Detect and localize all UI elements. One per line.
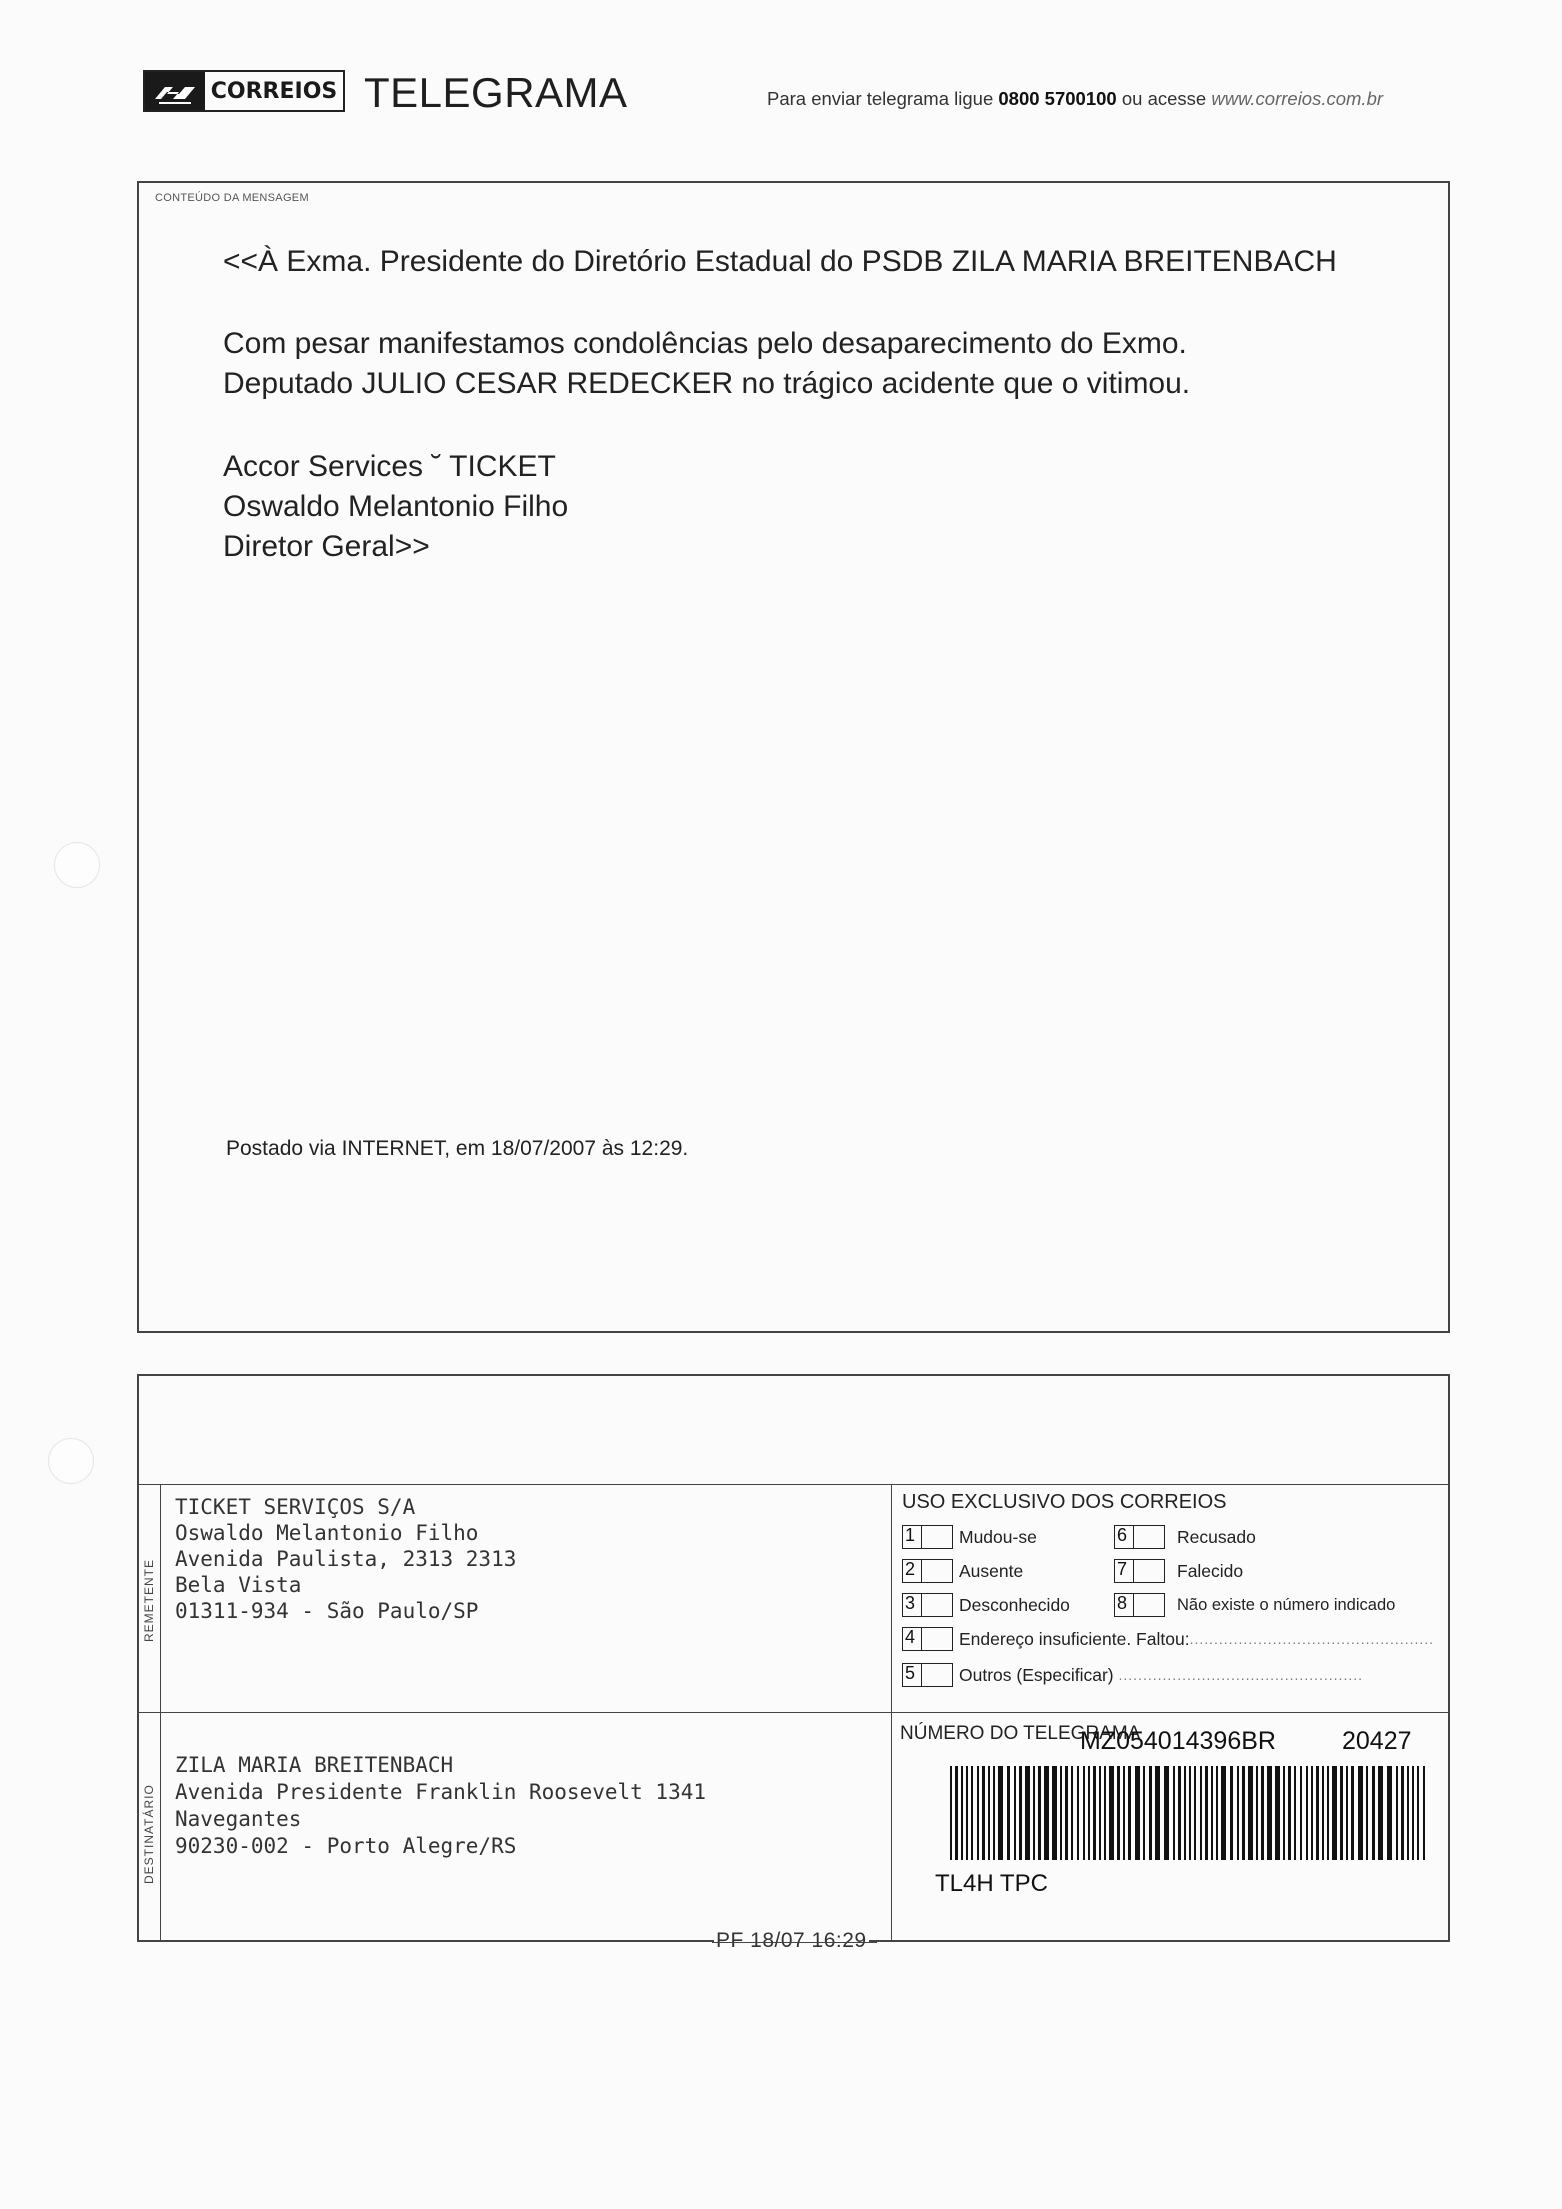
barcode-bar: [950, 1766, 952, 1860]
barcode-bar: [1267, 1766, 1272, 1860]
barcode-bar: [1088, 1766, 1090, 1860]
checkbox-falecido[interactable]: [1114, 1559, 1243, 1583]
barcode-bar: [1071, 1766, 1073, 1860]
barcode-bar: [1275, 1766, 1280, 1860]
barcode-bar: [1316, 1766, 1319, 1860]
barcode-bar: [1423, 1766, 1425, 1860]
barcode-bar: [1340, 1766, 1343, 1860]
sender-line: Oswaldo Melantonio Filho: [175, 1521, 479, 1545]
message-line: Deputado JULIO CESAR REDECKER no trágico acidente que o vitimou.: [223, 367, 1191, 400]
barcode-bar: [1387, 1766, 1392, 1860]
checkbox-endereco-insuficiente[interactable]: [902, 1627, 1434, 1651]
barcode-bar: [1083, 1766, 1085, 1860]
barcode-bar: [1242, 1766, 1245, 1860]
logo-wordmark: CORREIOS: [210, 78, 338, 104]
barcode-bar: [1038, 1766, 1041, 1860]
barcode-bar: [1366, 1766, 1368, 1860]
barcode-bar: [1014, 1766, 1016, 1860]
barcode-bar: [1194, 1766, 1196, 1860]
barcode-bar: [1007, 1766, 1010, 1860]
barcode-bar: [1221, 1766, 1226, 1860]
barcode-bar: [998, 1766, 1003, 1860]
divider: [891, 1484, 892, 1942]
checkbox-label: Ausente: [959, 1560, 1024, 1581]
barcode-bar: [1164, 1766, 1169, 1860]
recipient-label: DESTINATÁRIO: [142, 1784, 156, 1884]
checkbox-desconhecido[interactable]: [902, 1593, 1070, 1617]
barcode-bar: [1093, 1766, 1096, 1860]
checkbox-nao-existe-numero[interactable]: [1114, 1593, 1395, 1617]
barcode-bar: [1306, 1766, 1308, 1860]
telegram-number-code2: 20427: [1342, 1727, 1412, 1755]
barcode-bar: [1178, 1766, 1181, 1860]
checkbox-label: Mudou-se: [959, 1526, 1037, 1547]
barcode-bar: [1052, 1766, 1057, 1860]
barcode-bar: [1211, 1766, 1213, 1860]
barcode-bar: [1412, 1766, 1414, 1860]
checkbox-recusado[interactable]: [1114, 1525, 1256, 1549]
message-section-label: CONTEÚDO DA MENSAGEM: [155, 192, 309, 204]
divider: [137, 1712, 1450, 1713]
message-line: Oswaldo Melantonio Filho: [223, 490, 569, 523]
checkbox-mudou-se[interactable]: [902, 1525, 1037, 1549]
checkbox-ausente[interactable]: [902, 1559, 1023, 1583]
punch-hole: [48, 1438, 94, 1484]
barcode-bar: [1294, 1766, 1296, 1860]
posted-info: Postado via INTERNET, em 18/07/2007 às 12:29.: [226, 1137, 689, 1160]
recipient-line: Avenida Presidente Franklin Roosevelt 1341: [175, 1780, 707, 1804]
divider: [137, 1484, 1450, 1485]
barcode-bar: [1149, 1766, 1152, 1860]
document-title: TELEGRAMA: [364, 69, 628, 116]
checkbox-number: 6: [1117, 1525, 1128, 1545]
barcode-bar: [966, 1766, 968, 1860]
stamp-line: [712, 1942, 877, 1943]
barcode-bar: [1327, 1766, 1329, 1860]
barcode-bar: [1173, 1766, 1175, 1860]
checkbox-number: 4: [905, 1627, 916, 1647]
info-site: www.correios.com.br: [1211, 88, 1384, 109]
message-line: <<À Exma. Presidente do Diretório Estadual do PSDB ZILA MARIA BREITENBACH: [223, 245, 1337, 278]
barcode-bar: [1216, 1766, 1218, 1860]
barcode-bar: [982, 1766, 985, 1860]
info-prefix: Para enviar telegrama ligue: [767, 88, 999, 109]
barcode-bar: [1288, 1766, 1291, 1860]
checkbox-label: Falecido: [1177, 1560, 1244, 1581]
checkbox-label: Não existe o número indicado: [1177, 1595, 1396, 1614]
barcode-bar: [1205, 1766, 1208, 1860]
barcode-bar: [1200, 1766, 1202, 1860]
barcode-bar: [1248, 1766, 1253, 1860]
barcode-bar: [1346, 1766, 1348, 1860]
barcode-bar: [1025, 1766, 1030, 1860]
barcode-bar: [1401, 1766, 1404, 1860]
sender-line: Bela Vista: [175, 1573, 302, 1597]
barcode-bar: [1230, 1766, 1233, 1860]
barcode-bar: [1417, 1766, 1419, 1860]
sender-line: Avenida Paulista, 2313 2313: [175, 1547, 517, 1571]
checkbox-number: 8: [1117, 1593, 1128, 1613]
message-line: Accor Services ˘ TICKET: [223, 450, 556, 483]
barcode-bar: [1123, 1766, 1125, 1860]
correios-emblem-icon: [145, 72, 205, 110]
recipient-line: 90230-002 - Porto Alegre/RS: [175, 1834, 517, 1858]
checkbox-number: 5: [905, 1663, 916, 1683]
barcode-bar: [1378, 1766, 1383, 1860]
sender-label: REMETENTE: [142, 1558, 156, 1642]
barcode-bar: [1033, 1766, 1035, 1860]
punch-hole: [54, 842, 100, 888]
barcode-bar: [1322, 1766, 1324, 1860]
barcode-bar: [1065, 1766, 1068, 1860]
fill-dots: ..................................................: [1189, 1631, 1435, 1647]
barcode-bar: [961, 1766, 963, 1860]
checkbox-number: 7: [1117, 1559, 1128, 1579]
barcode-bar: [1104, 1766, 1106, 1860]
checkbox-label: Recusado: [1177, 1526, 1256, 1547]
barcode-bar: [971, 1766, 973, 1860]
checkbox-label: Outros (Especificar): [959, 1664, 1114, 1685]
barcode-bar: [1372, 1766, 1375, 1860]
fill-dots: ..................................................: [1113, 1667, 1363, 1683]
barcode-bar: [1261, 1766, 1264, 1860]
telegram-number-label: NÚMERO DO TELEGRAMA: [900, 1723, 1141, 1744]
header-contact-info: [767, 88, 1383, 110]
barcode-bar: [1019, 1766, 1022, 1860]
barcode-bar: [1351, 1766, 1354, 1860]
correios-use-title: USO EXCLUSIVO DOS CORREIOS: [902, 1491, 1227, 1513]
barcode-bar: [1311, 1766, 1313, 1860]
barcode-bar: [1396, 1766, 1398, 1860]
barcode-bar: [1128, 1766, 1131, 1860]
barcode-bar: [1237, 1766, 1239, 1860]
barcode: [950, 1766, 1426, 1860]
barcode-bar: [993, 1766, 995, 1860]
barcode-bar: [1077, 1766, 1079, 1860]
barcode-bar: [977, 1766, 979, 1860]
barcode-bar: [1184, 1766, 1186, 1860]
recipient-line: Navegantes: [175, 1807, 302, 1831]
barcode-bar: [1189, 1766, 1191, 1860]
info-phone: 0800 5700100: [998, 88, 1117, 109]
barcode-bar: [1044, 1766, 1049, 1860]
tl-code: TL4H TPC: [935, 1870, 1048, 1897]
barcode-bar: [1135, 1766, 1140, 1860]
message-line: Diretor Geral>>: [223, 530, 430, 563]
barcode-bar: [1300, 1766, 1302, 1860]
barcode-bar: [1060, 1766, 1062, 1860]
barcode-bar: [955, 1766, 958, 1860]
checkbox-number: 1: [905, 1525, 916, 1545]
barcode-bar: [988, 1766, 990, 1860]
barcode-bar: [1332, 1766, 1337, 1860]
post-stamp: PF 18/07 16:29: [716, 1929, 867, 1952]
telegram-number-code: MZ054014396BR: [1080, 1727, 1276, 1755]
barcode-bar: [1109, 1766, 1114, 1860]
info-middle: ou acesse: [1116, 88, 1212, 109]
barcode-bar: [1143, 1766, 1145, 1860]
barcode-bar: [1407, 1766, 1409, 1860]
correios-logo: [143, 70, 345, 112]
sender-line: TICKET SERVIÇOS S/A: [175, 1495, 416, 1519]
checkbox-outros[interactable]: [902, 1663, 1363, 1687]
sender-line: 01311-934 - São Paulo/SP: [175, 1599, 479, 1623]
barcode-bar: [1256, 1766, 1258, 1860]
checkbox-label: Desconhecido: [959, 1594, 1070, 1615]
recipient-line: ZILA MARIA BREITENBACH: [175, 1753, 454, 1777]
checkbox-label: Endereço insuficiente. Faltou:: [959, 1628, 1190, 1649]
checkbox-number: 3: [905, 1593, 916, 1613]
checkbox-number: 2: [905, 1559, 916, 1579]
barcode-bar: [1099, 1766, 1101, 1860]
divider: [160, 1484, 161, 1942]
barcode-bar: [1358, 1766, 1363, 1860]
message-line: Com pesar manifestamos condolências pelo desaparecimento do Exmo.: [223, 327, 1187, 360]
barcode-bar: [1117, 1766, 1120, 1860]
barcode-bar: [1283, 1766, 1285, 1860]
barcode-bar: [1155, 1766, 1160, 1860]
